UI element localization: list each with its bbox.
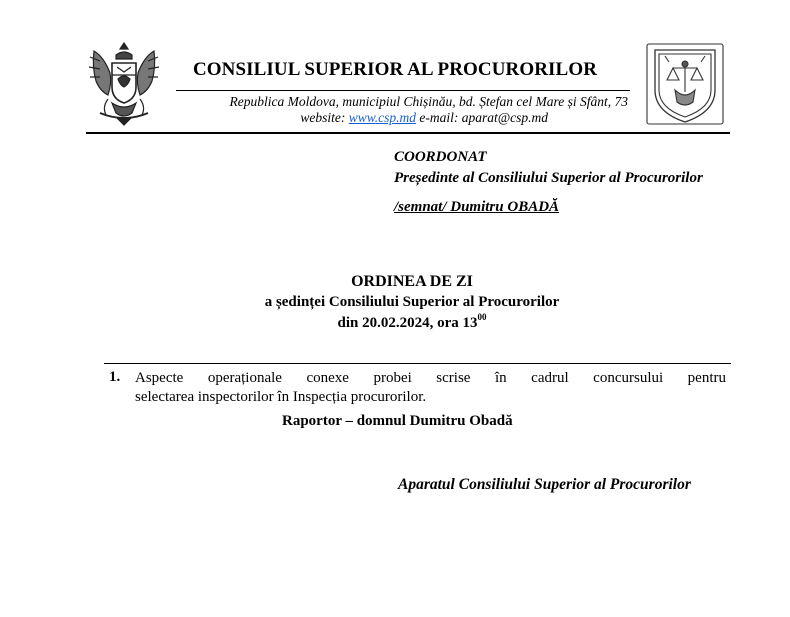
- approval-position: Președinte al Consiliului Superior al Procurorilor: [394, 170, 703, 186]
- agenda-date: [0, 313, 790, 332]
- agenda-item-line: Aspecte operaționale conexe probei scrise în cadrul concursului pentru: [135, 370, 726, 386]
- prosecutors-council-seal-icon: [645, 42, 725, 126]
- agenda-subtitle: a ședinței Consiliului Superior al Procurorilor: [264, 294, 560, 310]
- agenda-item-text: [135, 369, 726, 407]
- website-link[interactable]: www.csp.md: [348, 110, 416, 125]
- contact-line: [178, 110, 548, 126]
- email-address: aparat@csp.md: [461, 110, 548, 125]
- email-label: e-mail:: [419, 110, 459, 125]
- agenda-time-minutes: 00: [477, 312, 487, 322]
- agenda-item-rapporteur: Raportor – domnul Dumitru Obadă: [282, 413, 513, 429]
- coat-of-arms-icon: [86, 37, 162, 127]
- organization-title: CONSILIUL SUPERIOR AL PROCURORILOR: [192, 59, 598, 80]
- agenda-item-number: 1.: [109, 369, 121, 385]
- agenda-divider: [104, 363, 731, 364]
- agenda-title: ORDINEA DE ZI: [351, 273, 473, 290]
- agenda-item-line: selectarea inspectorilor în Inspecția procurorilor.: [135, 389, 427, 405]
- issuer-signature: Aparatul Consiliului Superior al Procurorilor: [398, 476, 691, 493]
- approval-title: COORDONAT: [394, 149, 487, 165]
- letterhead-divider: [86, 132, 730, 134]
- header-divider: [176, 90, 630, 91]
- website-label: website:: [300, 110, 346, 125]
- agenda-date-text: din 20.02.2024, ora 13: [337, 315, 478, 331]
- approval-signature: /semnat/ Dumitru OBADĂ: [394, 199, 560, 215]
- organization-address: Republica Moldova, municipiul Chișinău, bd. Ștefan cel Mare și Sfânt, 73: [229, 94, 628, 109]
